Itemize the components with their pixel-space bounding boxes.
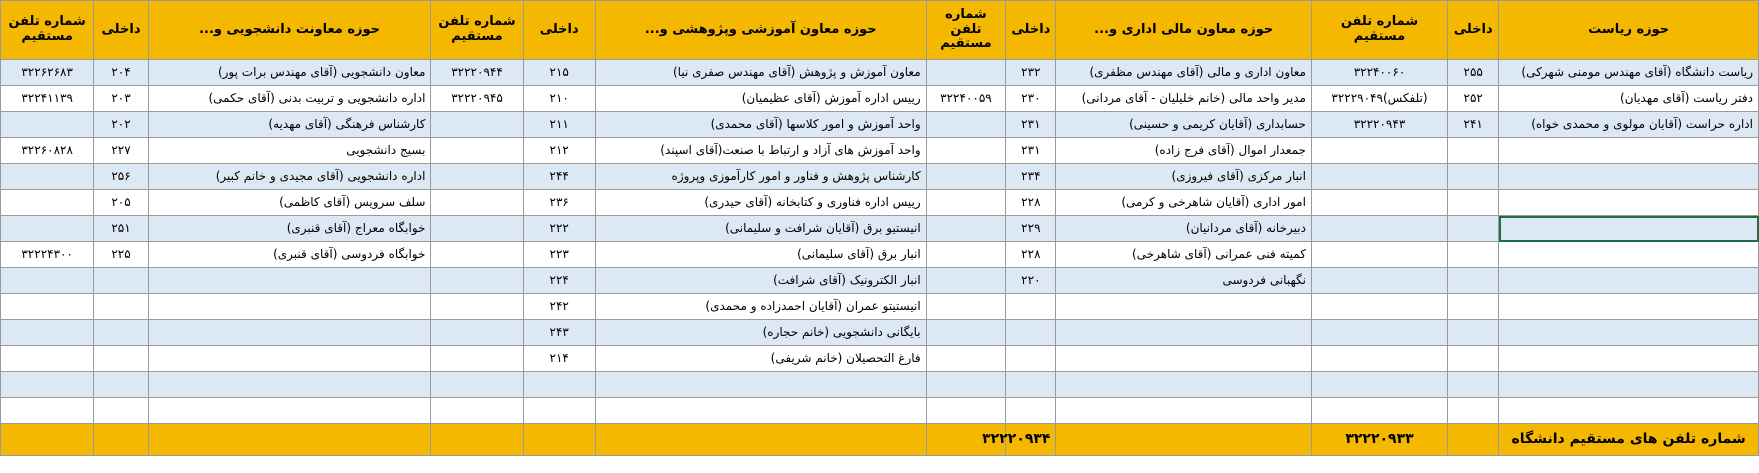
cell-direct-phone[interactable] — [926, 346, 1006, 372]
cell-direct-phone[interactable] — [1311, 138, 1447, 164]
cell-name-education[interactable]: رییس اداره آموزش (آقای عظیمیان) — [595, 86, 926, 112]
cell-ext[interactable]: ۲۳۴ — [1006, 164, 1056, 190]
cell-name-student[interactable] — [148, 320, 431, 346]
footer-cell[interactable] — [94, 424, 148, 456]
cell-direct-phone[interactable] — [431, 398, 523, 424]
header-presidency[interactable]: حوزه ریاست — [1499, 1, 1759, 60]
cell-direct-phone[interactable]: ۳۲۲۲۰۹۴۴ — [431, 60, 523, 86]
cell-ext[interactable] — [1006, 346, 1056, 372]
cell-direct-phone[interactable] — [1, 216, 94, 242]
cell-ext[interactable] — [1006, 294, 1056, 320]
cell-direct-phone[interactable] — [1, 294, 94, 320]
cell-direct-phone[interactable] — [1, 398, 94, 424]
cell-direct-phone[interactable] — [1, 372, 94, 398]
cell-name-finance[interactable] — [1056, 294, 1311, 320]
cell-name-finance[interactable] — [1056, 372, 1311, 398]
cell-ext[interactable]: ۲۴۴ — [523, 164, 595, 190]
cell-ext[interactable] — [1448, 268, 1499, 294]
cell-ext[interactable]: ۲۵۱ — [94, 216, 148, 242]
cell-name-presidency[interactable] — [1499, 398, 1759, 424]
cell-name-student[interactable]: معاون دانشجویی (آقای مهندس برات پور) — [148, 60, 431, 86]
cell-ext[interactable]: ۲۳۱ — [1006, 138, 1056, 164]
header-direct-phone[interactable]: شماره تلفن مستقیم — [926, 1, 1006, 60]
header-direct-phone[interactable]: شماره تلفن مستقیم — [431, 1, 523, 60]
cell-name-presidency[interactable]: ریاست دانشگاه (آقای مهندس مومنی شهرکی) — [1499, 60, 1759, 86]
cell-direct-phone[interactable] — [431, 216, 523, 242]
cell-direct-phone[interactable]: ۳۲۲۲۰۹۴۵ — [431, 86, 523, 112]
cell-name-finance[interactable] — [1056, 346, 1311, 372]
cell-name-presidency[interactable] — [1499, 242, 1759, 268]
cell-direct-phone[interactable] — [431, 372, 523, 398]
cell-direct-phone[interactable] — [431, 320, 523, 346]
cell-ext[interactable]: ۲۰۳ — [94, 86, 148, 112]
header-extension[interactable]: داخلی — [1006, 1, 1056, 60]
cell-name-student[interactable]: اداره دانشجویی (آقای مجیدی و خانم کبیر) — [148, 164, 431, 190]
cell-name-finance[interactable]: نگهبانی فردوسی — [1056, 268, 1311, 294]
cell-direct-phone[interactable] — [1311, 294, 1447, 320]
cell-direct-phone[interactable] — [926, 112, 1006, 138]
cell-ext[interactable]: ۲۰۵ — [94, 190, 148, 216]
cell-direct-phone[interactable] — [1311, 372, 1447, 398]
cell-name-presidency[interactable] — [1499, 138, 1759, 164]
cell-direct-phone[interactable]: ۳۲۲۴۱۱۳۹ — [1, 86, 94, 112]
cell-name-finance[interactable]: امور اداری (آقایان شاهرخی و کرمی) — [1056, 190, 1311, 216]
table-row — [1, 190, 1759, 216]
table-row — [1, 242, 1759, 268]
header-direct-phone[interactable]: شماره تلفن مستقیم — [1311, 1, 1447, 60]
cell-direct-phone[interactable] — [431, 138, 523, 164]
cell-ext[interactable]: ۲۲۸ — [1006, 242, 1056, 268]
cell-direct-phone[interactable] — [431, 242, 523, 268]
cell-ext[interactable]: ۲۵۵ — [1448, 60, 1499, 86]
table-row — [1, 164, 1759, 190]
cell-ext[interactable]: ۲۲۷ — [94, 138, 148, 164]
header-direct-phone[interactable]: شماره تلفن مستقیم — [1, 1, 94, 60]
footer-cell[interactable] — [523, 424, 595, 456]
cell-ext[interactable] — [94, 372, 148, 398]
cell-name-education[interactable] — [595, 372, 926, 398]
cell-name-presidency[interactable] — [1499, 268, 1759, 294]
cell-name-student[interactable] — [148, 294, 431, 320]
cell-name-education[interactable]: انبار برق (آقای سلیمانی) — [595, 242, 926, 268]
table-row — [1, 398, 1759, 424]
cell-ext[interactable] — [1006, 372, 1056, 398]
cell-ext[interactable]: ۲۳۰ — [1006, 86, 1056, 112]
cell-name-education[interactable] — [595, 398, 926, 424]
header-row — [1, 1, 1759, 60]
cell-ext[interactable] — [94, 268, 148, 294]
cell-direct-phone[interactable] — [1311, 216, 1447, 242]
header-student-affairs[interactable]: حوزه معاونت دانشجویی و... — [148, 1, 431, 60]
cell-ext[interactable] — [94, 346, 148, 372]
table-row — [1, 60, 1759, 86]
table-row — [1, 320, 1759, 346]
cell-ext[interactable]: ۲۱۰ — [523, 86, 595, 112]
cell-direct-phone[interactable]: ۳۲۲۲۴۳۰۰ — [1, 242, 94, 268]
cell-ext[interactable]: ۲۵۶ — [94, 164, 148, 190]
cell-ext[interactable]: ۲۴۲ — [523, 294, 595, 320]
table-row — [1, 372, 1759, 398]
cell-direct-phone[interactable] — [1, 346, 94, 372]
cell-name-student[interactable]: اداره دانشجویی و تربیت بدنی (آقای حکمی) — [148, 86, 431, 112]
cell-ext[interactable]: ۲۲۵ — [94, 242, 148, 268]
cell-direct-phone[interactable] — [1311, 268, 1447, 294]
table-row — [1, 86, 1759, 112]
cell-ext[interactable]: ۲۵۲ — [1448, 86, 1499, 112]
footer-label[interactable]: شماره تلفن های مستقیم دانشگاه — [1499, 424, 1759, 456]
header-extension[interactable]: داخلی — [94, 1, 148, 60]
table-row — [1, 294, 1759, 320]
cell-name-finance[interactable]: حسابداری (آقایان کریمی و حسینی) — [1056, 112, 1311, 138]
cell-ext[interactable] — [1006, 320, 1056, 346]
cell-name-student[interactable]: خوابگاه فردوسی (آقای قنبری) — [148, 242, 431, 268]
cell-name-student[interactable]: سلف سرویس (آقای کاظمی) — [148, 190, 431, 216]
header-extension[interactable]: داخلی — [523, 1, 595, 60]
header-education-research[interactable]: حوزه معاون آموزشی وپژوهشی و... — [595, 1, 926, 60]
cell-direct-phone[interactable] — [926, 268, 1006, 294]
cell-name-presidency[interactable] — [1499, 320, 1759, 346]
cell-ext[interactable] — [1448, 346, 1499, 372]
table-row — [1, 216, 1759, 242]
cell-ext[interactable] — [1448, 190, 1499, 216]
cell-name-finance[interactable]: مدیر واحد مالی (خانم خلیلیان - آقای مردانی) — [1056, 86, 1311, 112]
cell-ext[interactable] — [523, 398, 595, 424]
cell-name-presidency[interactable] — [1499, 190, 1759, 216]
cell-direct-phone[interactable] — [1311, 242, 1447, 268]
cell-ext[interactable] — [1448, 216, 1499, 242]
cell-direct-phone[interactable] — [1, 112, 94, 138]
cell-direct-phone[interactable] — [1311, 398, 1447, 424]
cell-direct-phone[interactable] — [1, 190, 94, 216]
cell-direct-phone[interactable]: ۳۲۲۶۲۶۸۳ — [1, 60, 94, 86]
cell-name-finance[interactable]: معاون اداری و مالی (آقای مهندس مظفری) — [1056, 60, 1311, 86]
cell-name-presidency[interactable] — [1499, 346, 1759, 372]
cell-direct-phone[interactable] — [926, 60, 1006, 86]
cell-direct-phone[interactable] — [926, 242, 1006, 268]
cell-direct-phone[interactable] — [431, 268, 523, 294]
footer-cell[interactable] — [1, 424, 94, 456]
cell-ext[interactable] — [1448, 242, 1499, 268]
cell-direct-phone[interactable] — [1, 320, 94, 346]
cell-ext[interactable]: ۲۱۲ — [523, 138, 595, 164]
cell-ext[interactable] — [523, 372, 595, 398]
cell-direct-phone[interactable] — [431, 346, 523, 372]
cell-name-education[interactable]: واحد آموزش و امور کلاسها (آقای محمدی) — [595, 112, 926, 138]
cell-direct-phone[interactable]: ۳۲۲۲۰۹۴۳ — [1311, 112, 1447, 138]
cell-name-presidency[interactable]: دفتر ریاست (آقای مهدیان) — [1499, 86, 1759, 112]
cell-name-presidency[interactable] — [1499, 216, 1759, 242]
cell-name-presidency[interactable] — [1499, 294, 1759, 320]
cell-direct-phone[interactable] — [1311, 346, 1447, 372]
cell-ext[interactable] — [1006, 398, 1056, 424]
header-finance-admin[interactable]: حوزه معاون مالی اداری و... — [1056, 1, 1311, 60]
cell-name-student[interactable] — [148, 372, 431, 398]
cell-name-finance[interactable]: انبار مرکزی (آقای فیروزی) — [1056, 164, 1311, 190]
cell-ext[interactable] — [94, 320, 148, 346]
footer-phone-1[interactable]: ۳۲۲۲۰۹۳۳ — [1311, 424, 1447, 456]
cell-direct-phone[interactable] — [926, 320, 1006, 346]
cell-ext[interactable]: ۲۲۳ — [523, 242, 595, 268]
cell-name-education[interactable]: انیستیتو عمران (آقایان احمدزاده و محمدی) — [595, 294, 926, 320]
cell-ext[interactable]: ۲۲۸ — [1006, 190, 1056, 216]
cell-name-student[interactable]: کارشناس فرهنگی (آقای مهدیه) — [148, 112, 431, 138]
cell-name-presidency[interactable] — [1499, 164, 1759, 190]
cell-name-student[interactable]: بسیج دانشجویی — [148, 138, 431, 164]
cell-ext[interactable] — [1448, 320, 1499, 346]
cell-name-finance[interactable]: جمعدار اموال (آقای فرج زاده) — [1056, 138, 1311, 164]
table-row — [1, 268, 1759, 294]
cell-direct-phone[interactable] — [926, 372, 1006, 398]
cell-direct-phone[interactable] — [926, 164, 1006, 190]
cell-name-finance[interactable]: کمیته فنی عمرانی (آقای شاهرخی) — [1056, 242, 1311, 268]
cell-ext[interactable]: ۲۱۵ — [523, 60, 595, 86]
cell-name-presidency[interactable]: اداره حراست (آقایان مولوی و محمدی خواه) — [1499, 112, 1759, 138]
footer-cell[interactable] — [148, 424, 431, 456]
cell-name-student[interactable] — [148, 268, 431, 294]
cell-direct-phone[interactable] — [1, 164, 94, 190]
cell-direct-phone[interactable] — [926, 398, 1006, 424]
cell-direct-phone[interactable] — [431, 190, 523, 216]
cell-direct-phone[interactable]: ۳۲۲۴۰۰۶۰ — [1311, 60, 1447, 86]
cell-direct-phone[interactable] — [926, 216, 1006, 242]
cell-ext[interactable]: ۲۰۲ — [94, 112, 148, 138]
cell-name-education[interactable]: فارغ التحصیلان (خانم شریفی) — [595, 346, 926, 372]
table-row — [1, 112, 1759, 138]
cell-name-student[interactable] — [148, 398, 431, 424]
cell-direct-phone[interactable]: (تلفکس)۳۲۲۲۹۰۴۹ — [1311, 86, 1447, 112]
cell-ext[interactable]: ۲۳۶ — [523, 190, 595, 216]
cell-name-student[interactable]: خوابگاه معراج (آقای قنبری) — [148, 216, 431, 242]
cell-direct-phone[interactable] — [1, 268, 94, 294]
cell-name-presidency[interactable] — [1499, 372, 1759, 398]
footer-row — [1, 424, 1759, 456]
cell-name-education[interactable]: انبار الکترونیک (آقای شرافت) — [595, 268, 926, 294]
cell-direct-phone[interactable] — [431, 164, 523, 190]
cell-ext[interactable]: ۲۰۴ — [94, 60, 148, 86]
header-extension[interactable]: داخلی — [1448, 1, 1499, 60]
footer-cell[interactable] — [595, 424, 926, 456]
cell-name-education[interactable]: واحد آموزش های آزاد و ارتباط با صنعت(آقای اسپند) — [595, 138, 926, 164]
cell-ext[interactable] — [94, 294, 148, 320]
cell-direct-phone[interactable] — [926, 294, 1006, 320]
cell-ext[interactable]: ۲۱۴ — [523, 346, 595, 372]
cell-ext[interactable] — [1448, 138, 1499, 164]
cell-ext[interactable]: ۲۲۹ — [1006, 216, 1056, 242]
cell-direct-phone[interactable] — [431, 112, 523, 138]
cell-direct-phone[interactable] — [926, 138, 1006, 164]
cell-ext[interactable]: ۲۴۱ — [1448, 112, 1499, 138]
cell-direct-phone[interactable] — [1311, 320, 1447, 346]
cell-name-education[interactable]: معاون آموزش و پژوهش (آقای مهندس صفری نیا) — [595, 60, 926, 86]
cell-direct-phone[interactable] — [926, 190, 1006, 216]
cell-ext[interactable] — [1448, 372, 1499, 398]
footer-cell[interactable] — [1448, 424, 1499, 456]
cell-direct-phone[interactable]: ۳۲۲۶۰۸۲۸ — [1, 138, 94, 164]
cell-name-education[interactable]: رییس اداره فناوری و کتابخانه (آقای حیدری) — [595, 190, 926, 216]
cell-ext[interactable]: ۲۲۴ — [523, 268, 595, 294]
cell-direct-phone[interactable]: ۳۲۲۴۰۰۵۹ — [926, 86, 1006, 112]
cell-direct-phone[interactable] — [1311, 164, 1447, 190]
table-row — [1, 346, 1759, 372]
cell-ext[interactable]: ۲۳۲ — [1006, 60, 1056, 86]
cell-name-finance[interactable]: دبیرخانه (آقای مردانیان) — [1056, 216, 1311, 242]
cell-name-education[interactable]: انیستیو برق (آقایان شرافت و سلیمانی) — [595, 216, 926, 242]
cell-ext[interactable] — [1448, 398, 1499, 424]
cell-ext[interactable]: ۲۲۰ — [1006, 268, 1056, 294]
cell-direct-phone[interactable] — [431, 294, 523, 320]
footer-cell[interactable] — [1056, 424, 1311, 456]
cell-name-education[interactable]: کارشناس پژوهش و فناور و امور کارآموزی وپروژه — [595, 164, 926, 190]
cell-ext[interactable] — [94, 398, 148, 424]
cell-name-finance[interactable] — [1056, 320, 1311, 346]
footer-cell[interactable] — [431, 424, 523, 456]
cell-ext[interactable]: ۲۲۲ — [523, 216, 595, 242]
footer-phone-2[interactable]: ۳۲۲۲۰۹۳۴ — [1006, 424, 1056, 456]
cell-direct-phone[interactable] — [1311, 190, 1447, 216]
cell-name-student[interactable] — [148, 346, 431, 372]
cell-ext[interactable] — [1448, 294, 1499, 320]
cell-ext[interactable]: ۲۱۱ — [523, 112, 595, 138]
cell-ext[interactable]: ۲۴۳ — [523, 320, 595, 346]
cell-name-finance[interactable] — [1056, 398, 1311, 424]
cell-ext[interactable] — [1448, 164, 1499, 190]
cell-ext[interactable]: ۲۳۱ — [1006, 112, 1056, 138]
table-row — [1, 138, 1759, 164]
cell-name-education[interactable]: بایگانی دانشجویی (خانم حجاره) — [595, 320, 926, 346]
